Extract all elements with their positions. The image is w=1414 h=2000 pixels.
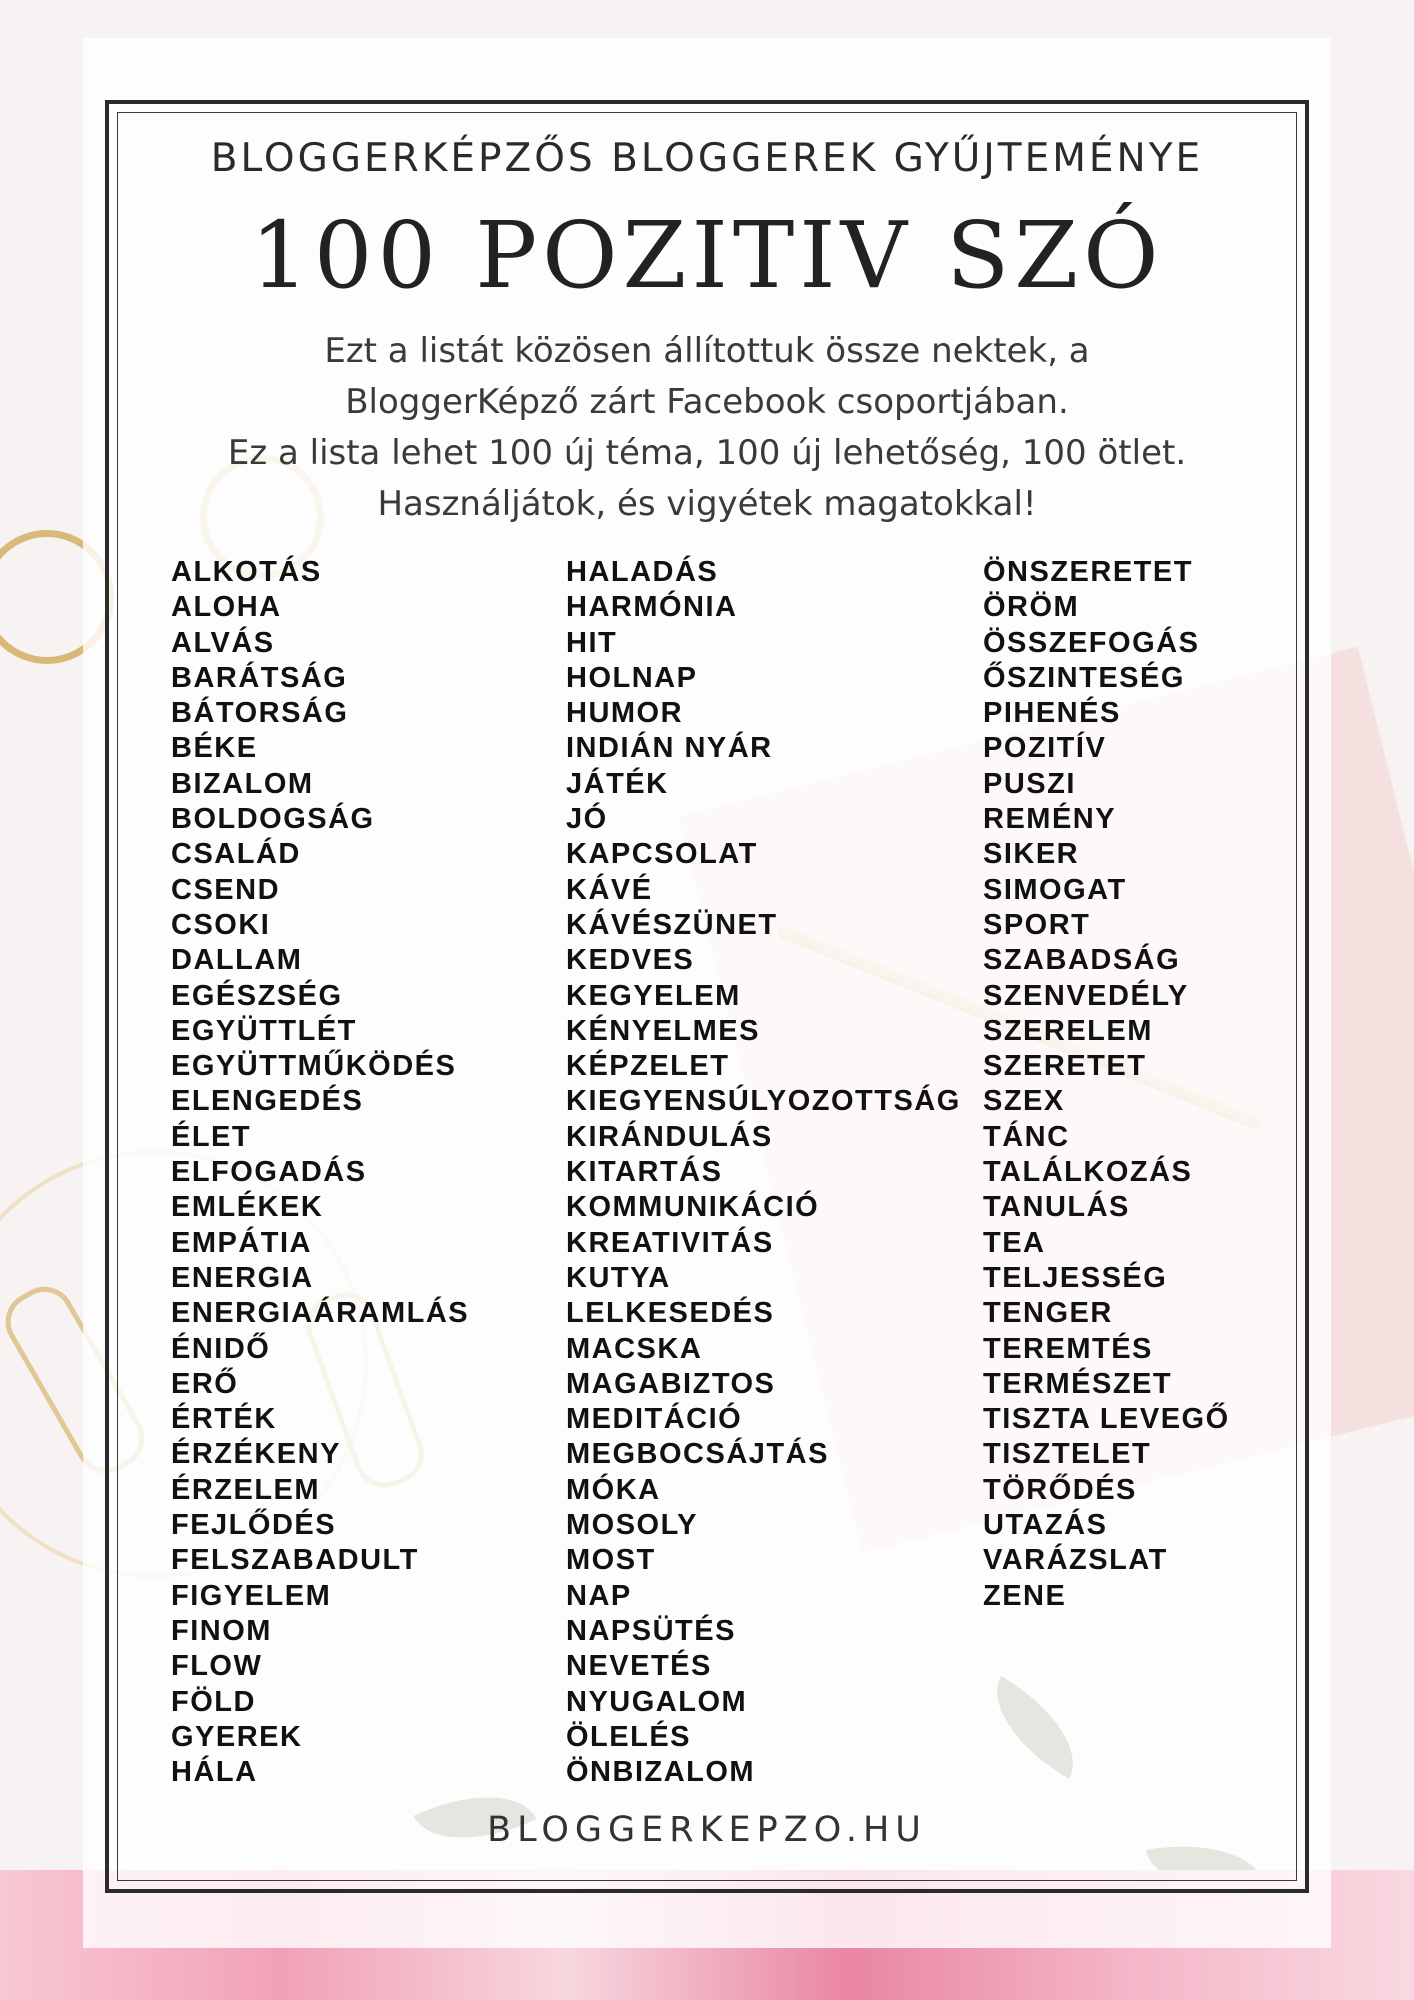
word-item: FLOW [171, 1650, 263, 1683]
word-item: POZITÍV [983, 732, 1107, 765]
word-item: KÁVÉSZÜNET [566, 908, 778, 941]
word-item: FEJLŐDÉS [171, 1509, 337, 1542]
word-item: MÓKA [566, 1473, 661, 1506]
word-item: KEDVES [566, 944, 695, 977]
word-list-column-3 [983, 555, 1230, 1614]
word-item: EGÉSZSÉG [171, 979, 343, 1012]
word-item: ÖRÖM [983, 591, 1080, 624]
word-item: KAPCSOLAT [566, 838, 758, 871]
word-item: SZABADSÁG [983, 944, 1181, 977]
word-item: ELFOGADÁS [171, 1156, 367, 1189]
word-item: KIEGYENSÚLYOZOTTSÁG [566, 1085, 961, 1118]
word-item: TALÁLKOZÁS [983, 1156, 1193, 1189]
word-item: ENERGIA [171, 1261, 314, 1294]
word-item: PUSZI [983, 767, 1076, 800]
word-item: FIGYELEM [171, 1579, 332, 1612]
word-list-column-2 [566, 555, 961, 1790]
intro-line: BloggerKépző zárt Facebook csoportjában. [345, 382, 1069, 422]
word-item: MOST [566, 1544, 656, 1577]
word-item: TEA [983, 1226, 1046, 1259]
word-item: HALADÁS [566, 556, 719, 588]
word-item: JÓ [566, 803, 608, 836]
word-item: ÉRZELEM [171, 1473, 321, 1506]
intro-text [120, 326, 1294, 530]
word-item: ENERGIAÁRAMLÁS [171, 1297, 470, 1330]
word-item: KIRÁNDULÁS [566, 1120, 773, 1153]
word-list-column-1 [171, 555, 469, 1790]
word-item: UTAZÁS [983, 1509, 1108, 1542]
word-item: BÉKE [171, 732, 258, 765]
word-item: CSOKI [171, 908, 271, 941]
word-item: CSALÁD [171, 838, 301, 871]
word-item: HOLNAP [566, 661, 698, 694]
word-item: FELSZABADULT [171, 1544, 419, 1577]
word-item: TISZTA LEVEGŐ [983, 1403, 1230, 1436]
word-item: SZERETET [983, 1050, 1147, 1083]
word-item: REMÉNY [983, 803, 1117, 836]
word-item: ŐSZINTESÉG [983, 661, 1185, 694]
word-item: DALLAM [171, 944, 303, 977]
word-item: HUMOR [566, 697, 684, 730]
word-item: LELKESEDÉS [566, 1297, 775, 1330]
page-title: 100 POZITIV SZÓ [250, 202, 1164, 309]
word-item: TEREMTÉS [983, 1332, 1153, 1365]
word-item: TANULÁS [983, 1191, 1130, 1224]
word-item: TISZTELET [983, 1438, 1152, 1471]
word-item: PIHENÉS [983, 697, 1121, 730]
word-item: SPORT [983, 908, 1091, 941]
word-item: BARÁTSÁG [171, 661, 348, 694]
word-item: VARÁZSLAT [983, 1544, 1168, 1577]
word-item: KITARTÁS [566, 1156, 723, 1189]
word-item: ÉLET [171, 1120, 252, 1153]
word-item: KÉPZELET [566, 1050, 730, 1083]
word-item: NAP [566, 1579, 632, 1612]
word-item: KÉNYELMES [566, 1014, 760, 1047]
word-item: ÖSSZEFOGÁS [983, 626, 1200, 659]
word-item: KUTYA [566, 1261, 671, 1294]
word-item: NEVETÉS [566, 1650, 712, 1683]
word-item: ÖLELÉS [566, 1720, 692, 1753]
word-item: BOLDOGSÁG [171, 803, 375, 836]
word-item: KREATIVITÁS [566, 1226, 774, 1259]
word-item: SZENVEDÉLY [983, 979, 1189, 1012]
word-item: HIT [566, 626, 618, 659]
word-item: MACSKA [566, 1332, 703, 1365]
word-item: TERMÉSZET [983, 1367, 1173, 1400]
word-item: ELENGEDÉS [171, 1085, 364, 1118]
word-item: CSEND [171, 873, 281, 906]
word-item: TENGER [983, 1297, 1113, 1330]
word-item: TÖRŐDÉS [983, 1473, 1137, 1506]
word-item: EGYÜTTLÉT [171, 1014, 357, 1047]
word-item: EGYÜTTMŰKÖDÉS [171, 1050, 457, 1083]
word-item: ÖNBIZALOM [566, 1756, 756, 1789]
word-item: NYUGALOM [566, 1685, 748, 1718]
word-item: JÁTÉK [566, 767, 669, 800]
word-item: NAPSÜTÉS [566, 1614, 736, 1647]
word-item: BÁTORSÁG [171, 697, 349, 730]
word-item: HÁLA [171, 1756, 258, 1789]
footer-website: BLOGGERKEPZO.HU [487, 1810, 927, 1850]
word-item: BIZALOM [171, 767, 314, 800]
word-item: MEGBOCSÁJTÁS [566, 1438, 829, 1471]
word-item: SIMOGAT [983, 873, 1127, 906]
word-item: ÖNSZERETET [983, 556, 1193, 588]
word-item: ÉRZÉKENY [171, 1438, 341, 1471]
word-item: FÖLD [171, 1685, 256, 1718]
word-item: GYEREK [171, 1720, 303, 1753]
word-item: ALOHA [171, 591, 282, 624]
word-item: INDIÁN NYÁR [566, 732, 773, 765]
page-subtitle: BLOGGERKÉPZŐS BLOGGEREK GYŰJTEMÉNYE [210, 136, 1204, 181]
word-item: ÉNIDŐ [171, 1332, 271, 1365]
word-item: EMPÁTIA [171, 1226, 312, 1259]
intro-line: Ez a lista lehet 100 új téma, 100 új lehetőség, 100 ötlet. [227, 433, 1187, 473]
word-item: MOSOLY [566, 1509, 699, 1542]
word-item: ALKOTÁS [171, 556, 322, 588]
word-item: MEDITÁCIÓ [566, 1403, 743, 1436]
word-item: ERŐ [171, 1367, 239, 1400]
word-item: ALVÁS [171, 626, 275, 659]
word-item: MAGABIZTOS [566, 1367, 776, 1400]
word-item: KÁVÉ [566, 873, 653, 906]
word-item: TÁNC [983, 1120, 1070, 1153]
word-item: SZERELEM [983, 1014, 1153, 1047]
word-item: SIKER [983, 838, 1080, 871]
word-item: KOMMUNIKÁCIÓ [566, 1191, 820, 1224]
intro-line: Használjátok, és vigyétek magatokkal! [377, 484, 1037, 524]
word-item: TELJESSÉG [983, 1261, 1168, 1294]
word-item: SZEX [983, 1085, 1065, 1118]
word-item: ÉRTÉK [171, 1403, 277, 1436]
word-item: HARMÓNIA [566, 591, 738, 624]
word-item: KEGYELEM [566, 979, 741, 1012]
intro-line: Ezt a listát közösen állítottuk össze nektek, a [324, 331, 1090, 371]
word-item: EMLÉKEK [171, 1191, 324, 1224]
word-item: ZENE [983, 1579, 1067, 1612]
word-item: FINOM [171, 1614, 272, 1647]
